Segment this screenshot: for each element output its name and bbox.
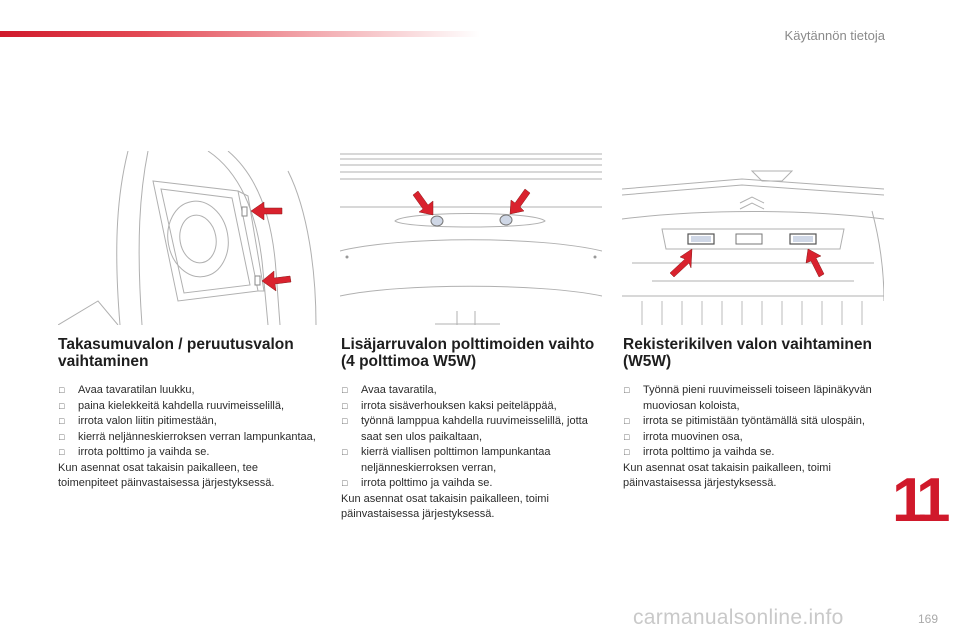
- watermark: carmanualsonline.info: [633, 606, 844, 629]
- bullet-icon: □: [624, 447, 630, 457]
- bullet-icon: □: [342, 416, 348, 426]
- bullet-icon: □: [342, 400, 348, 411]
- bullet-icon: □: [59, 385, 65, 395]
- list-item: □ irrota polttimo ja vaihda se.: [623, 445, 885, 461]
- arrow-icon: [510, 189, 530, 214]
- step-list: [58, 383, 320, 461]
- section-heading: Rekisterikilven valon vaihtaminen (W5W): [623, 336, 872, 370]
- brake-lamp-illustration: [340, 151, 602, 325]
- bullet-icon: □: [342, 385, 348, 395]
- header-accent-bar: [0, 31, 480, 37]
- list-item: □ työnnä lamppua kahdella ruuvimeisselillä, jotta saat sen ulos paikaltaan,: [342, 415, 588, 443]
- section-rear-lamp: [58, 336, 320, 492]
- section-note: Kun asennat osat takaisin paikalleen, tee toimenpiteet päinvastaisessa järjestyksessä.: [58, 461, 275, 489]
- step-list: [623, 383, 885, 461]
- section-heading: Takasumuvalon / peruutusvalon vaihtaminen: [58, 336, 294, 370]
- bullet-icon: □: [59, 447, 65, 457]
- bullet-icon: □: [342, 447, 348, 457]
- list-item: □ Työnnä pieni ruuvimeisseli toiseen läpinäkyvän muoviosan koloista,: [624, 384, 872, 412]
- arrow-icon: [251, 202, 282, 220]
- section-title: Käytännön tietoja: [784, 28, 885, 43]
- bullet-icon: □: [624, 431, 630, 442]
- rear-lamp-illustration: [58, 151, 320, 325]
- list-item: □ Avaa tavaratilan luukku,: [58, 383, 320, 399]
- list-item: □ Avaa tavaratila,: [341, 383, 603, 399]
- bullet-icon: □: [624, 385, 630, 395]
- list-item: □ irrota polttimo ja vaihda se.: [341, 476, 603, 492]
- step-list: [341, 383, 603, 492]
- list-item: □ irrota valon liitin pitimestään,: [58, 414, 320, 430]
- bullet-icon: □: [624, 416, 630, 426]
- section-note: Kun asennat osat takaisin paikalleen, toimi päinvastaisessa järjestyksessä.: [623, 461, 831, 489]
- bullet-icon: □: [342, 478, 348, 488]
- list-item: □ paina kielekkeitä kahdella ruuvimeisselillä,: [58, 399, 320, 415]
- section-brake-lamp: [341, 336, 603, 523]
- bullet-icon: □: [59, 431, 65, 442]
- bullet-icon: □: [59, 400, 65, 411]
- list-item: □ kierrä neljänneskierroksen verran lampunkantaa,: [58, 430, 320, 446]
- section-heading: Lisäjarruvalon polttimoiden vaihto (4 polttimoa W5W): [341, 336, 595, 370]
- bullet-icon: □: [59, 416, 65, 426]
- list-item: □ kierrä viallisen polttimon lampunkantaa neljänneskierroksen verran,: [342, 446, 551, 474]
- list-item: □ irrota se pitimistään työntämällä sitä ulospäin,: [623, 414, 885, 430]
- chapter-number: 11: [892, 466, 944, 535]
- list-item: □ irrota sisäverhouksen kaksi peiteläppää,: [341, 399, 603, 415]
- list-item: □ irrota polttimo ja vaihda se.: [58, 445, 320, 461]
- section-note: Kun asennat osat takaisin paikalleen, toimi päinvastaisessa järjestyksessä.: [341, 492, 549, 520]
- page-number: 169: [917, 612, 938, 626]
- plate-lamp-illustration: [622, 151, 884, 325]
- arrow-icon: [413, 191, 433, 215]
- section-plate-lamp: [623, 336, 885, 492]
- list-item: □ irrota muovinen osa,: [623, 430, 885, 446]
